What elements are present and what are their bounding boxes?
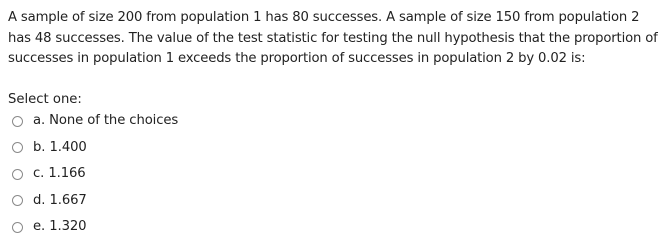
option-c-label[interactable]: c. 1.166 — [33, 166, 86, 182]
option-c[interactable] — [0, 161, 668, 188]
option-d-label[interactable]: d. 1.667 — [33, 192, 87, 208]
radio-unchecked-icon[interactable] — [12, 169, 23, 180]
option-a[interactable] — [0, 108, 668, 135]
option-b-label[interactable]: b. 1.400 — [33, 139, 87, 155]
option-d[interactable] — [0, 188, 668, 215]
option-e-label[interactable]: e. 1.320 — [33, 219, 87, 235]
option-a-label[interactable]: a. None of the choices — [33, 113, 179, 129]
radio-unchecked-icon[interactable] — [12, 222, 23, 233]
select-one-prompt: Select one: — [8, 92, 82, 107]
question-text: A sample of size 200 from population 1 has 80 successes. A sample of size 150 from population 2 has 48 successes. The value of the test statistic for testing the null hypothesis that the proportion of successes in population 1 exceeds the proportion of successes in population 2 by 0.02 is: — [8, 10, 658, 66]
radio-unchecked-icon[interactable] — [12, 142, 23, 153]
radio-unchecked-icon[interactable] — [12, 195, 23, 206]
option-e[interactable] — [0, 214, 668, 241]
option-b[interactable] — [0, 135, 668, 162]
radio-unchecked-icon[interactable] — [12, 116, 23, 127]
answer-options — [0, 108, 668, 241]
